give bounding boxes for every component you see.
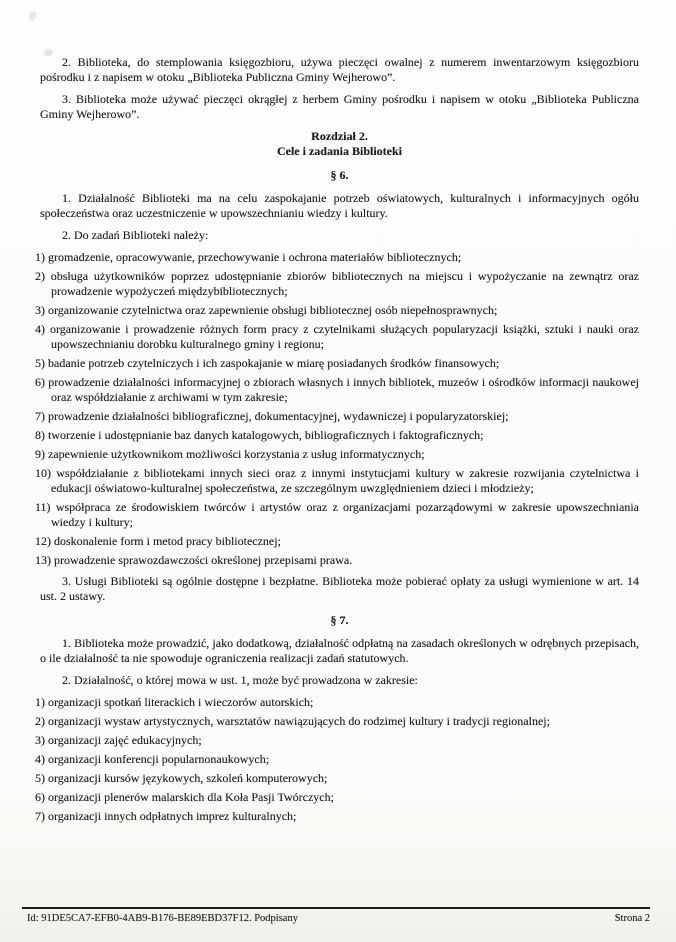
list-item-number: 4) [35, 322, 45, 336]
list-item-text: organizacji konferencji popularnonaukowych; [48, 752, 270, 766]
list-item-number: 12) [35, 534, 51, 548]
section-7-heading: § 7. [330, 613, 349, 627]
list-item [35, 752, 639, 767]
list-item [35, 733, 639, 748]
list-item-text: obsługa użytkowników poprzez udostępnianie zbiorów bibliotecznych na miejscu i wypożyczanie na zewnątrz oraz prowadzenie wypożyczeń międzybibliotecznych; [50, 269, 640, 298]
list-item-text: prowadzenie działalności bibliograficznej, dokumentacyjnej, wydawniczej i popularyzatorskiej; [48, 409, 509, 423]
list-item [35, 428, 639, 443]
list-item-text: organizowanie czytelnictwa oraz zapewnienie obsługi bibliotecznej osób niepełnosprawnych; [48, 303, 498, 317]
list-item-number: 1) [35, 695, 45, 709]
list-item [35, 553, 639, 568]
list-item-number: 7) [35, 809, 45, 823]
list-item-text: zapewnienie użytkownikom możliwości korzystania z usług informatycznych; [48, 447, 425, 461]
section-7-activity-list [35, 695, 639, 824]
chapter-number: Rozdział 2. [311, 129, 368, 143]
list-item-text: organizacji kursów językowych, szkoleń komputerowych; [48, 771, 328, 785]
list-item [35, 714, 639, 729]
list-item-number: 5) [35, 771, 45, 785]
page-footer [22, 907, 650, 925]
document-content [35, 55, 640, 830]
list-item-text: organizacji spotkań literackich i wieczorów autorskich; [48, 695, 314, 709]
list-item-number: 10) [35, 466, 51, 480]
list-item-text: współdziałanie z bibliotekami innych sieci oraz z innymi instytucjami kultury w zakresie rozwijania czytelnictwa i edukacji oświatowo-kulturalnej społeczeństwa, ze szczególnym uwzględnieniem dzieci i młodzieży; [51, 466, 640, 495]
section-6-heading: § 6. [330, 168, 349, 182]
list-item [35, 322, 639, 352]
list-item [35, 771, 639, 786]
list-item [35, 790, 639, 805]
section-6-paragraph-2: 2. Do zadań Biblioteki należy: [62, 228, 209, 242]
list-item [35, 375, 639, 405]
list-item-text: organizacji zajęć edukacyjnych; [48, 733, 202, 747]
list-item-text: tworzenie i udostępnianie baz danych katalogowych, bibliograficznych i faktograficznych; [48, 428, 484, 442]
list-item-number: 3) [35, 303, 45, 317]
scan-artifact [27, 10, 38, 22]
paragraph-round-stamp: 3. Biblioteka może używać pieczęci okrągłej z herbem Gminy pośrodku i napisem w otoku „Biblioteka Publiczna Gminy Wejherowo”. [40, 92, 639, 121]
list-item-text: badanie potrzeb czytelniczych i ich zaspokajanie w miarę posiadanych środków finansowych; [48, 356, 500, 370]
paragraph-oval-stamp: 2. Biblioteka, do stemplowania księgozbioru, używa pieczęci owalnej z numerem inwentarzowym księgozbioru pośrodku i z napisem w otoku „Biblioteka Publiczna Gminy Wejherowo”. [40, 55, 639, 84]
list-item [35, 303, 639, 318]
list-item [35, 409, 639, 424]
list-item-text: prowadzenie działalności informacyjnej o zbiorach własnych i innych bibliotek, muzeów i ośrodków informacji naukowej oraz współdziałanie z archiwami w tym zakresie; [48, 375, 640, 404]
list-item-text: organizacji plenerów malarskich dla Koła Pasji Twórczych; [48, 790, 334, 804]
list-item-number: 3) [35, 733, 45, 747]
list-item [35, 809, 639, 824]
list-item-number: 9) [35, 447, 45, 461]
list-item-number: 4) [35, 752, 45, 766]
section-7-paragraph-2: 2. Działalność, o której mowa w ust. 1, może być prowadzona w zakresie: [62, 673, 418, 687]
list-item-text: organizacji wystaw artystycznych, warsztatów nawiązujących do rodzimej kultury i tradycji regionalnej; [48, 714, 550, 728]
list-item [35, 500, 639, 530]
list-item [35, 250, 639, 265]
list-item [35, 269, 639, 299]
list-item-number: 7) [35, 409, 45, 423]
list-item [35, 534, 639, 549]
list-item-number: 2) [35, 269, 45, 283]
list-item-text: organizacji innych odpłatnych imprez kulturalnych; [48, 809, 297, 823]
list-item-text: prowadzenie sprawozdawczości określonej przepisami prawa. [54, 553, 353, 567]
section-6-task-list [35, 250, 639, 568]
section-6-paragraph-1: 1. Działalność Biblioteki ma na celu zaspokajanie potrzeb oświatowych, kulturalnych i informacyjnych ogółu społeczeństwa oraz uczestniczenie w upowszechnianiu wiedzy i kultury. [40, 191, 639, 220]
list-item-text: współpraca ze środowiskiem twórców i artystów oraz z organizacjami pozarządowymi w zakresie upowszechniania wiedzy i kultury; [51, 500, 639, 529]
list-item-number: 5) [35, 356, 45, 370]
list-item-number: 6) [35, 375, 45, 389]
list-item-text: gromadzenie, opracowywanie, przechowywanie i ochrona materiałów bibliotecznych; [48, 250, 462, 264]
list-item-text: doskonalenie form i metod pracy bibliotecznej; [54, 534, 281, 548]
list-item-number: 13) [35, 553, 51, 567]
list-item-number: 2) [35, 714, 45, 728]
list-item [35, 447, 639, 462]
section-6-paragraph-3: 3. Usługi Biblioteki są ogólnie dostępne i bezpłatne. Biblioteka może pobierać opłaty za usługi wymienione w art. 14 ust. 2 ustawy. [40, 574, 639, 603]
list-item-number: 8) [35, 428, 45, 442]
page-number: Strona 2 [614, 913, 650, 924]
chapter-heading [40, 129, 639, 159]
list-item [35, 356, 639, 371]
list-item [35, 466, 639, 496]
document-id: Id: 91DE5CA7-EFB0-4AB9-B176-BE89EBD37F12. Podpisany [27, 913, 298, 924]
list-item [35, 695, 639, 710]
list-item-number: 6) [35, 790, 45, 804]
list-item-number: 11) [35, 500, 51, 514]
list-item-number: 1) [35, 250, 45, 264]
section-7-paragraph-1: 1. Biblioteka może prowadzić, jako dodatkową, działalność odpłatną na zasadach określonych w odrębnych przepisach, o ile działalność ta nie spowoduje ograniczenia realizacji zadań statutowych. [40, 636, 639, 665]
list-item-text: organizowanie i prowadzenie różnych form pracy z czytelnikami służących popularyzacji książki, sztuki i nauki oraz upowszechnianiu dorobku kulturalnego gminy i regionu; [49, 322, 640, 351]
chapter-title: Cele i zadania Biblioteki [276, 144, 402, 158]
